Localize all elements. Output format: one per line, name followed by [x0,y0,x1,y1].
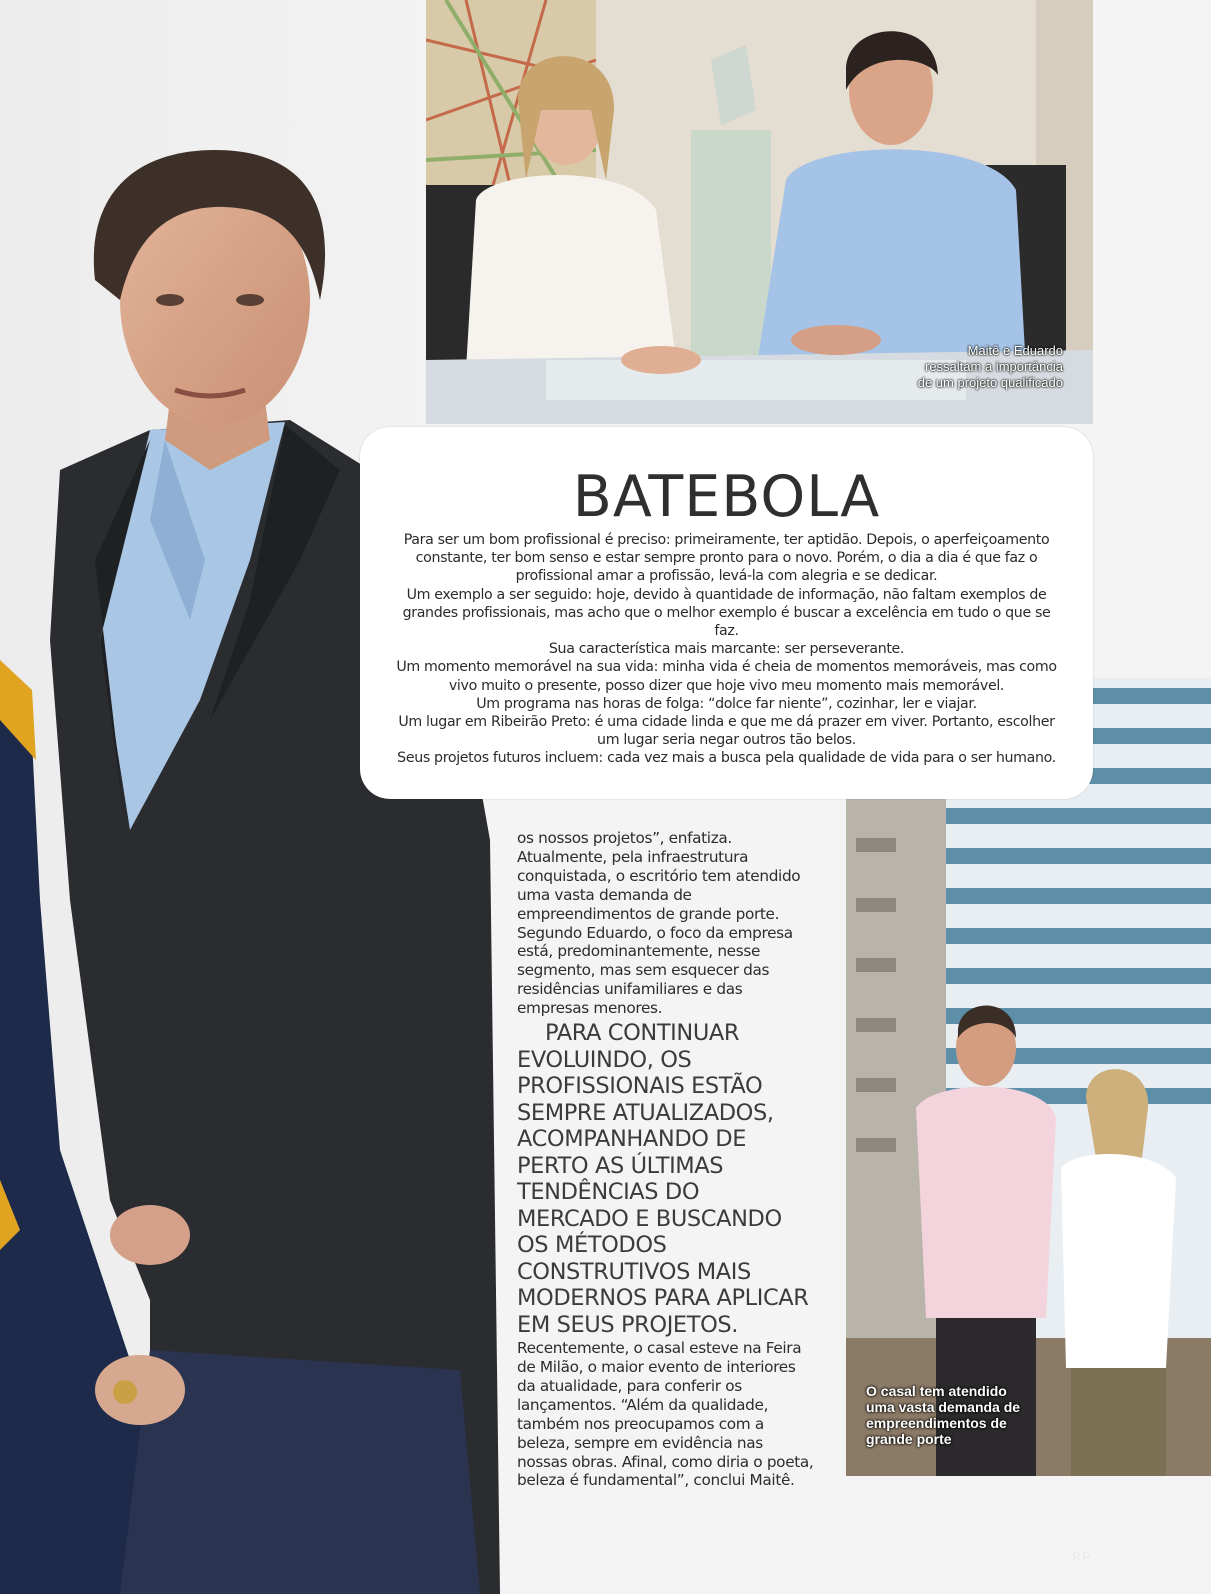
batebola-paragraph: Sua característica mais marcante: ser perseverante. [548,641,905,658]
office-photo-caption: Maitê e Eduardo ressaltam a importância de um projeto qualificado [917,343,1063,390]
batebola-body [396,531,1057,768]
office-photo [426,0,1093,424]
article-paragraph: Recentemente, o casal esteve na Feira de Milão, o maior evento de interiores da atualidade, para conferir os lançamentos. “Além da qualidade, também nos preocupamos com a beleza, sempre em evidência nas nossas obras. Afinal, como diria o poeta, beleza é fundamental”, conclui Maitê. [517,1339,814,1490]
batebola-title: BATEBOLA [572,464,881,530]
batebola-paragraph: Um lugar em Ribeirão Preto: é uma cidade linda e que me dá prazer em viver. Portanto, escolher um lugar seria negar outros tão belos. [398,714,1055,749]
building-photo-caption: O casal tem atendido uma vasta demanda de empreendimentos de grande porte [866,1383,1021,1447]
page-folio: RP [1072,1550,1091,1564]
article-pull-quote: PARA CONTINUAR EVOLUINDO, OS PROFISSIONAIS ESTÃO SEMPRE ATUALIZADOS, ACOMPANHANDO DE PERTO AS ÚLTIMAS TENDÊNCIAS DO MERCADO E BUSCANDO OS MÉTODOS CONSTRUTIVOS MAIS MODERNOS PARA APLICAR EM SEUS PROJETOS. [517,1020,809,1338]
batebola-paragraph: Para ser um bom profissional é preciso: primeiramente, ter aptidão. Depois, o aperfeiçoamento constante, ter bom senso e estar sempre pronto para o novo. Porém, o dia a dia é que faz o profissional amar a profissão, levá-la com alegria e se dedicar. [403,532,1050,585]
batebola-paragraph: Um programa nas horas de folga: “dolce far niente”, cozinhar, ler e viajar. [476,695,977,712]
batebola-paragraph: Um exemplo a ser seguido: hoje, devido à quantidade de informação, não faltam exemplos de grandes profissionais, mas acho que o melhor exemplo é buscar a excelência em tudo o que se faz. [402,586,1051,640]
batebola-paragraph: Um momento memorável na sua vida: minha vida é cheia de momentos memoráveis, mas como vivo muito o presente, posso dizer que hoje vivo meu momento mais memorável. [396,659,1057,694]
article-paragraph: os nossos projetos”, enfatiza. Atualmente, pela infraestrutura conquistada, o escritório tem atendido uma vasta demanda de empreendimentos de grande porte. Segundo Eduardo, o foco da empresa está, predominantemente, nesse segmento, mas sem esquecer das residências unifamiliares e das empresas menores. [517,829,801,1018]
batebola-paragraph: Seus projetos futuros incluem: cada vez mais a busca pela qualidade de vida para o ser humano. [397,750,1056,767]
article-column [517,829,817,1490]
batebola-box [360,427,1093,799]
